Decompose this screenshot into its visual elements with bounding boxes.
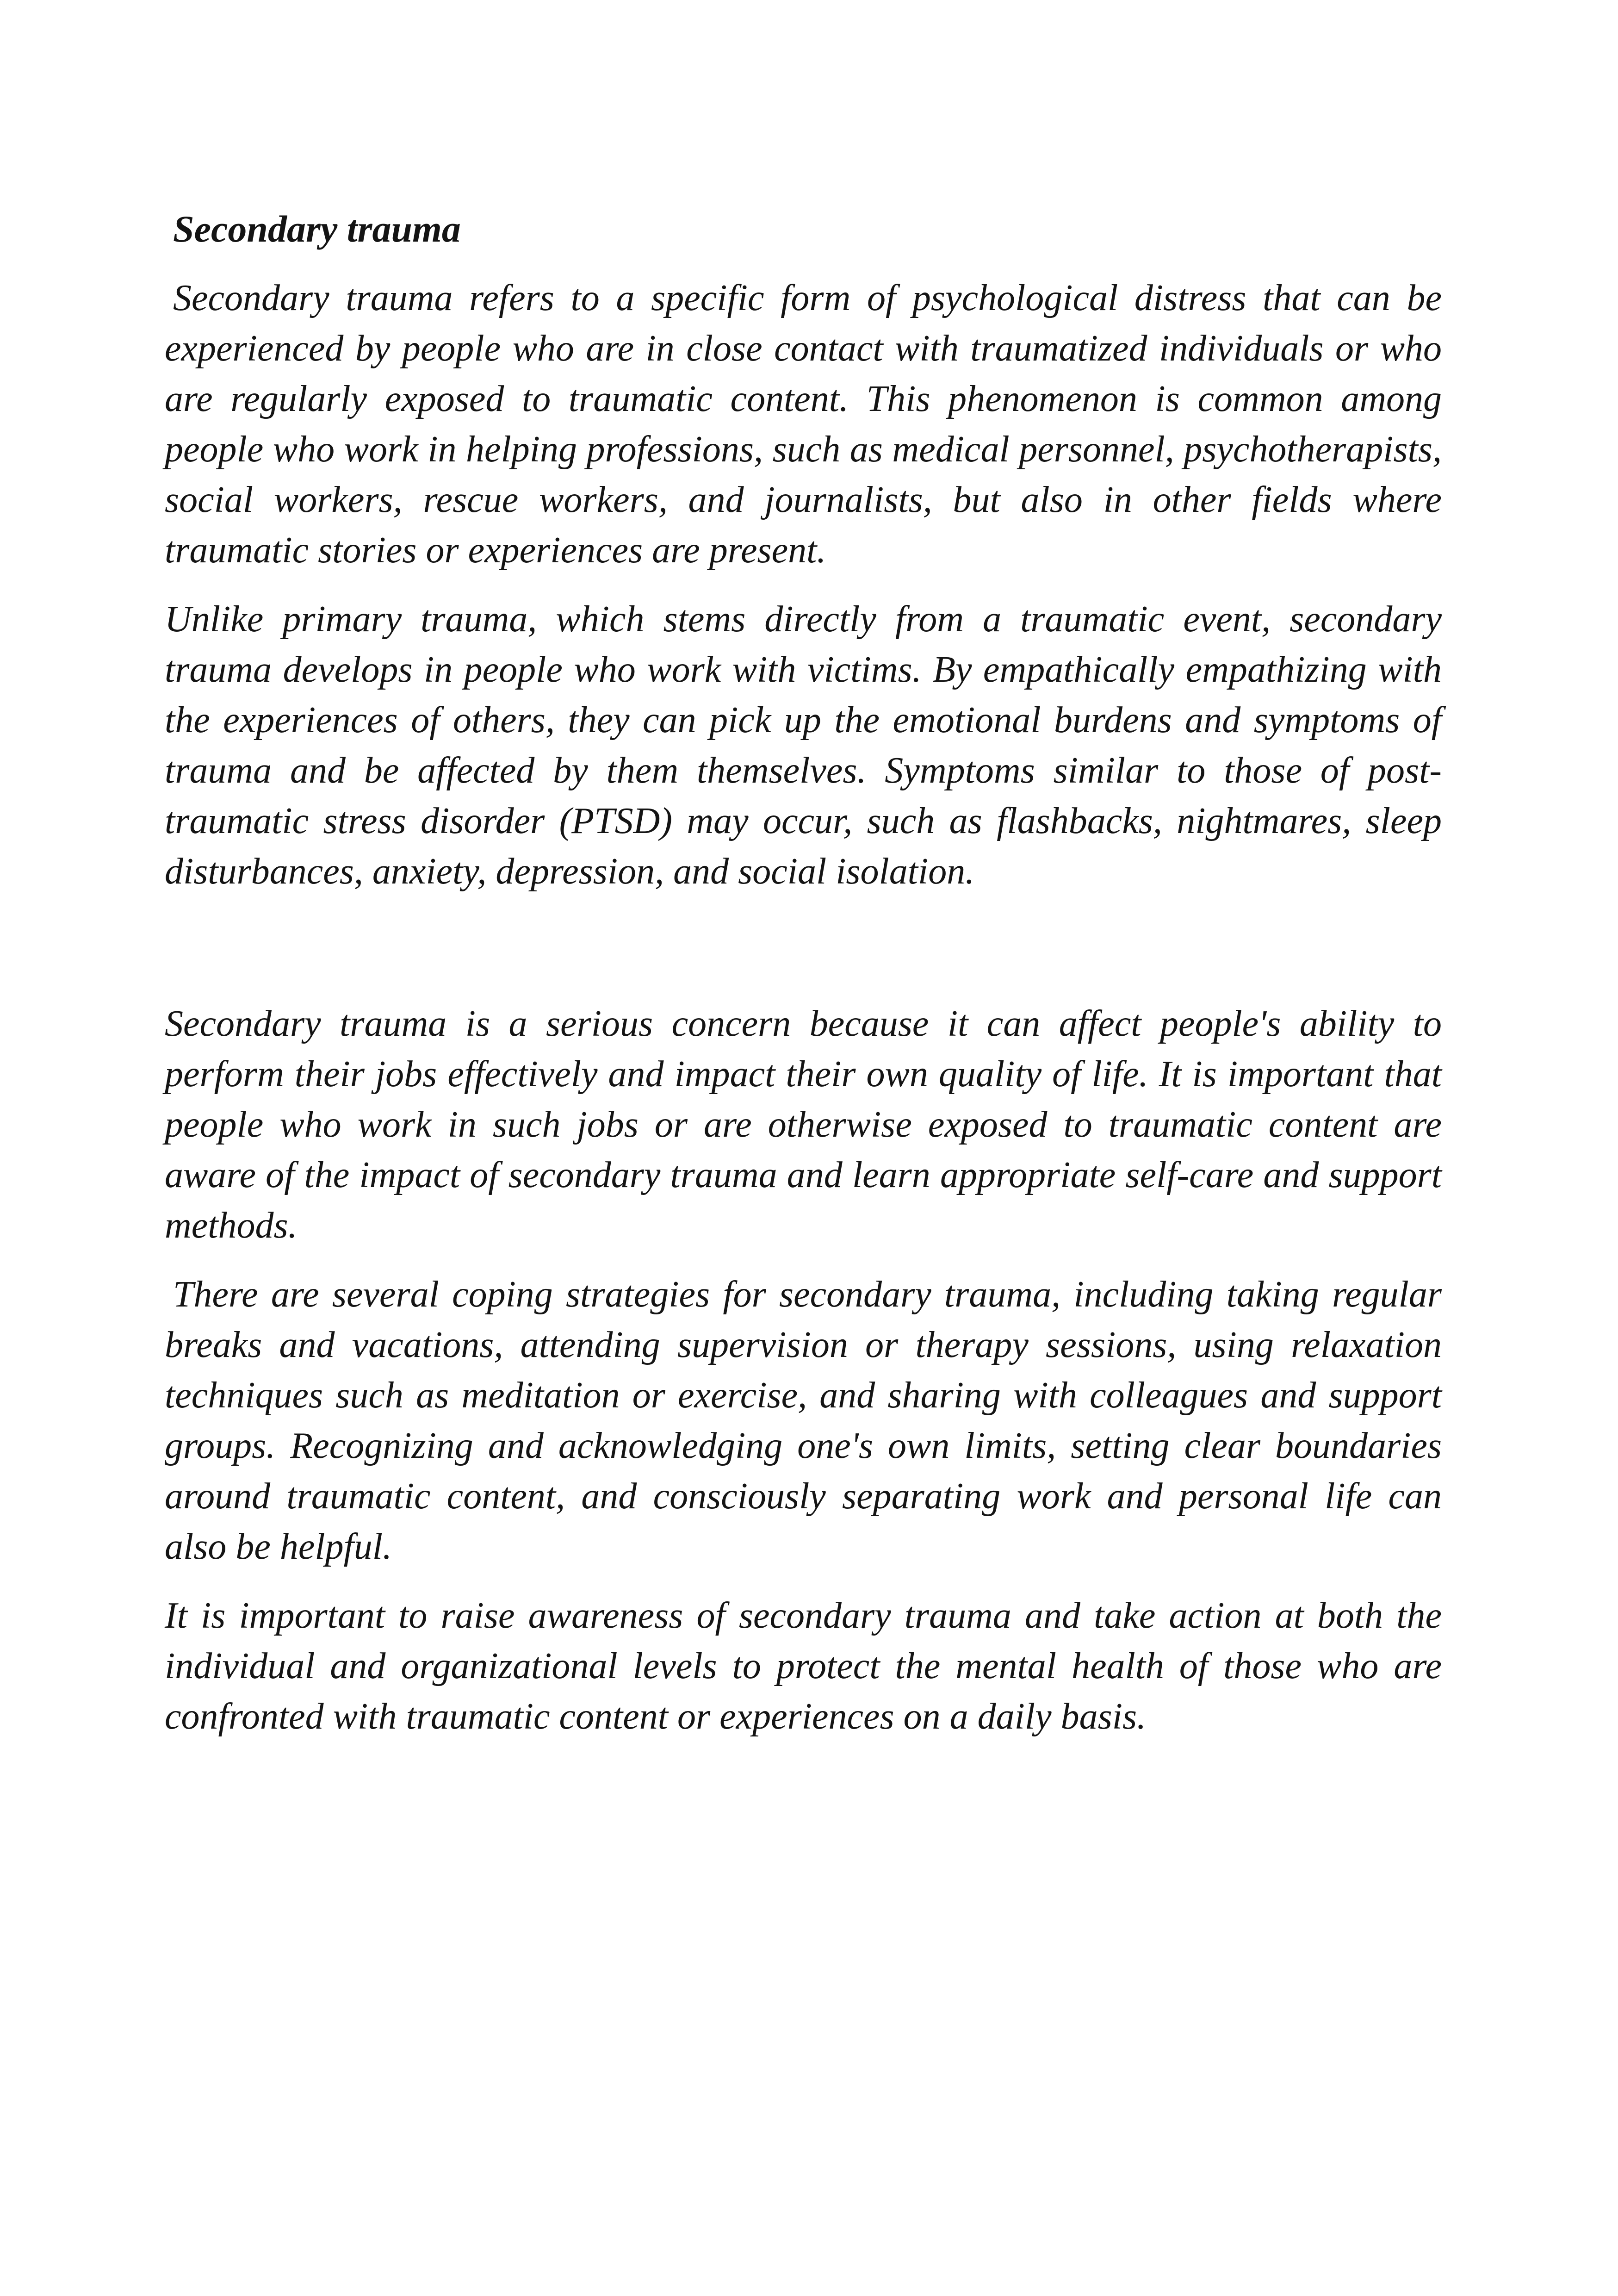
paragraph-definition: Secondary trauma refers to a specific form of psychological distress that can be experienced by people who are in close contact with traumatized individuals or who are regularly exposed to traumatic content. This phenomenon is common among people who work in helping professions, such as medical personnel, psychotherapists, social workers, rescue workers, and journalists, but also in other fields where traumatic stories or experiences are present. — [165, 278, 1442, 571]
paragraph-concern: Secondary trauma is a serious concern because it can affect people's ability to perform their jobs effectively and impact their own quality of life. It is important that people who work in such jobs or are otherwise exposed to traumatic content are aware of the impact of secondary trauma and learn appropriate self-care and support methods. — [165, 1003, 1442, 1246]
paragraph-coping-strategies: There are several coping strategies for secondary trauma, including taking regular breaks and vacations, attending supervision or therapy sessions, using relaxation techniques such as meditation or exercise, and sharing with colleagues and support groups. Recognizing and acknowledging one's own limits, setting clear boundaries around traumatic content, and consciously separating work and personal life can also be helpful. — [165, 1274, 1442, 1567]
document-body — [165, 204, 1442, 1742]
paragraph-primary-vs-secondary: Unlike primary trauma, which stems directly from a traumatic event, secondary trauma develops in people who work with victims. By empathically empathizing with the experiences of others, they can pick up the emotional burdens and symptoms of trauma and be affected by them themselves. Symptoms similar to those of post-traumatic stress disorder (PTSD) may occur, such as flashbacks, nightmares, sleep disturbances, anxiety, depression, and social isolation. — [165, 599, 1442, 892]
paragraph-awareness: It is important to raise awareness of secondary trauma and take action at both the individual and organizational levels to protect the mental health of those who are confronted with traumatic content or experiences on a daily basis. — [165, 1595, 1442, 1737]
section-heading: Secondary trauma — [173, 208, 461, 250]
